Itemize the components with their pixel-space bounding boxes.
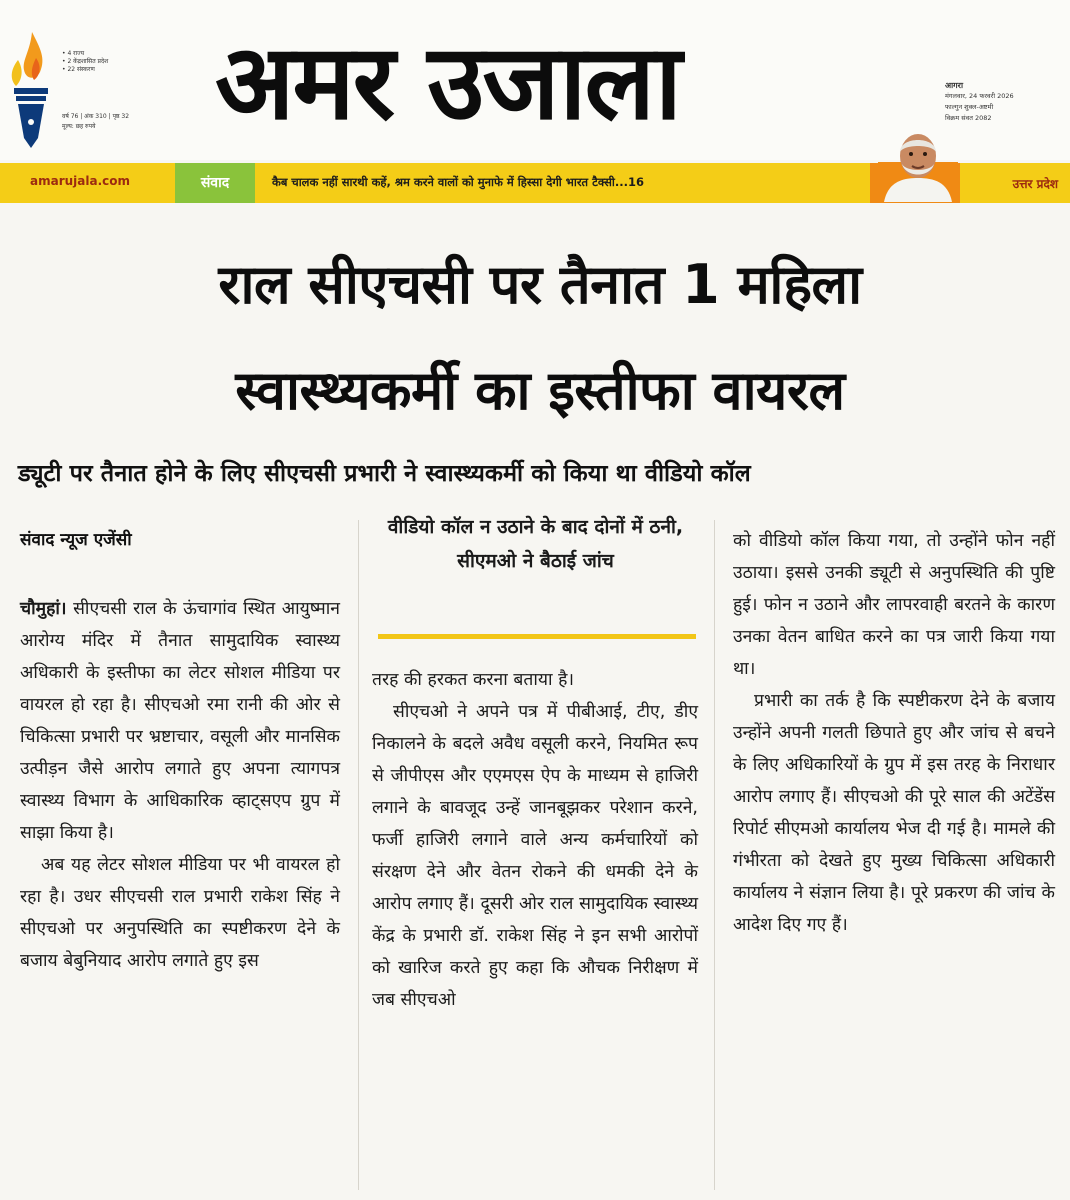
- paragraph: सीएचओ ने अपने पत्र में पीबीआई, टीए, डीए निकालने के बदले अवैध वसूली करने, नियमित रूप से जीपीएस और एएमएस ऐप के माध्यम से हाजिरी लगाने के बावजूद उन्हें जानबूझकर परेशान करने, फर्जी हाजिरी लगाने वाले अन्य कर्मचारियों को संरक्षण देने और वेतन रोकने की धमकी देने के आरोप लगाए हैं। दूसरी ओर राल सामुदायिक स्वास्थ्य केंद्र के प्रभारी डॉ. राकेश सिंह ने इन सभी आरोपों को खारिज करते हुए कहा कि औचक निरीक्षण में जब सीएचओ: [372, 702, 698, 1010]
- article-subheadline: ड्यूटी पर तैनात होने के लिए सीएचसी प्रभारी ने स्वास्थ्यकर्मी को किया था वीडियो कॉल: [18, 459, 751, 487]
- paragraph: प्रभारी का तर्क है कि स्पष्टीकरण देने के बजाय उन्होंने अपनी गलती छिपाते हुए और जांच से बचने के लिए अधिकारियों के ग्रुप में इस तरह के निराधार आरोप लगाए हैं। सीएचओ की पूरे साल की अटेंडेंस रिपोर्ट सीएमओ कार्यालय भेज दी गई है। मामले की गंभीरता को देखते हुए मुख्य चिकित्सा अधिकारी कार्यालय ने संज्ञान लिया है। पूरे प्रकरण की जांच के आदेश दिए गए हैं।: [733, 691, 1055, 935]
- person-portrait-icon: [878, 122, 958, 202]
- article-column-2: [372, 664, 698, 1016]
- paragraph: तरह की हरकत करना बताया है।: [372, 670, 575, 690]
- edition-info: [62, 50, 108, 74]
- ticker-headline[interactable]: कैब चालक नहीं सारथी कहें, श्रम करने वालों को मुनाफे में हिस्सा देगी भारत टैक्सी...16: [272, 175, 644, 189]
- headline-line: राल सीएचसी पर तैनात 1 महिला: [218, 253, 862, 316]
- state-edition: उत्तर प्रदेश: [1012, 177, 1058, 191]
- pull-quote: वीडियो कॉल न उठाने के बाद दोनों में ठनी, सीएमओ ने बैठाई जांच: [387, 516, 684, 572]
- dateline: चौमुहां।: [20, 599, 67, 619]
- newspaper-title: अमर उजाला: [215, 21, 680, 143]
- samvat-year: विक्रम संवत 2082: [945, 114, 992, 122]
- paragraph-text: सीएचसी राल के ऊंचागांव स्थित आयुष्मान आरोग्य मंदिर में तैनात सामुदायिक स्वास्थ्य अधिकारी के इस्तीफा का लेटर सोशल मीडिया पर वायरल हो रहा है। सीएचओ रमा रानी की ओर से चिकित्सा प्रभारी पर भ्रष्टाचार, वसूली और मानसिक उत्पीड़न जैसे आरोप लगाते हुए अपना त्यागपत्र स्वास्थ्य विभाग के आधिकारिक व्हाट्सएप ग्रुप में साझा किया है।: [20, 599, 340, 843]
- column-divider: [358, 520, 359, 1190]
- paragraph: अब यह लेटर सोशल मीडिया पर भी वायरल हो रहा है। उधर सीएचसी राल प्रभारी राकेश सिंह ने सीएचओ पर अनुपस्थिति का स्पष्टीकरण देने के बजाय बेबुनियाद आरोप लगाते हुए इस: [20, 855, 340, 971]
- flame-pen-logo-icon: [6, 30, 56, 150]
- pull-quote-rule: [378, 634, 696, 639]
- edition-line: • 2 केंद्रशासित प्रदेश: [62, 58, 109, 65]
- article-column-3: [733, 525, 1055, 941]
- edition-line: • 4 राज्य: [62, 50, 85, 57]
- samvad-tag: संवाद: [175, 163, 255, 203]
- column-divider: [714, 520, 715, 1190]
- city-edition: आगरा: [945, 81, 964, 90]
- byline: संवाद न्यूज एजेंसी: [20, 530, 132, 550]
- website-link[interactable]: amarujala.com: [30, 174, 131, 188]
- paragraph: [20, 593, 340, 849]
- issue-number: वर्ष 76 | अंक 310 | पृष्ठ 32: [62, 113, 130, 120]
- edition-line: • 22 संस्करण: [62, 66, 95, 73]
- calendar-line: फाल्गुन शुक्ल-अष्टमी: [945, 103, 994, 111]
- article-column-1: [20, 593, 340, 977]
- article-headline: [20, 232, 1060, 444]
- paragraph: को वीडियो कॉल किया गया, तो उन्होंने फोन नहीं उठाया। इससे उनकी ड्यूटी से अनुपस्थिति की पुष्टि हुई। फोन न उठाने और लापरवाही बरतने के कारण उनका वेतन बाधित करने का पत्र जारी किया गया था।: [733, 531, 1055, 679]
- date-info: [945, 80, 1065, 124]
- issue-info: [62, 112, 129, 132]
- issue-date: मंगलवार, 24 फरवरी 2026: [945, 92, 1014, 100]
- price: मूल्य: छह रुपये: [62, 123, 96, 130]
- headline-line: स्वास्थ्यकर्मी का इस्तीफा वायरल: [235, 359, 845, 422]
